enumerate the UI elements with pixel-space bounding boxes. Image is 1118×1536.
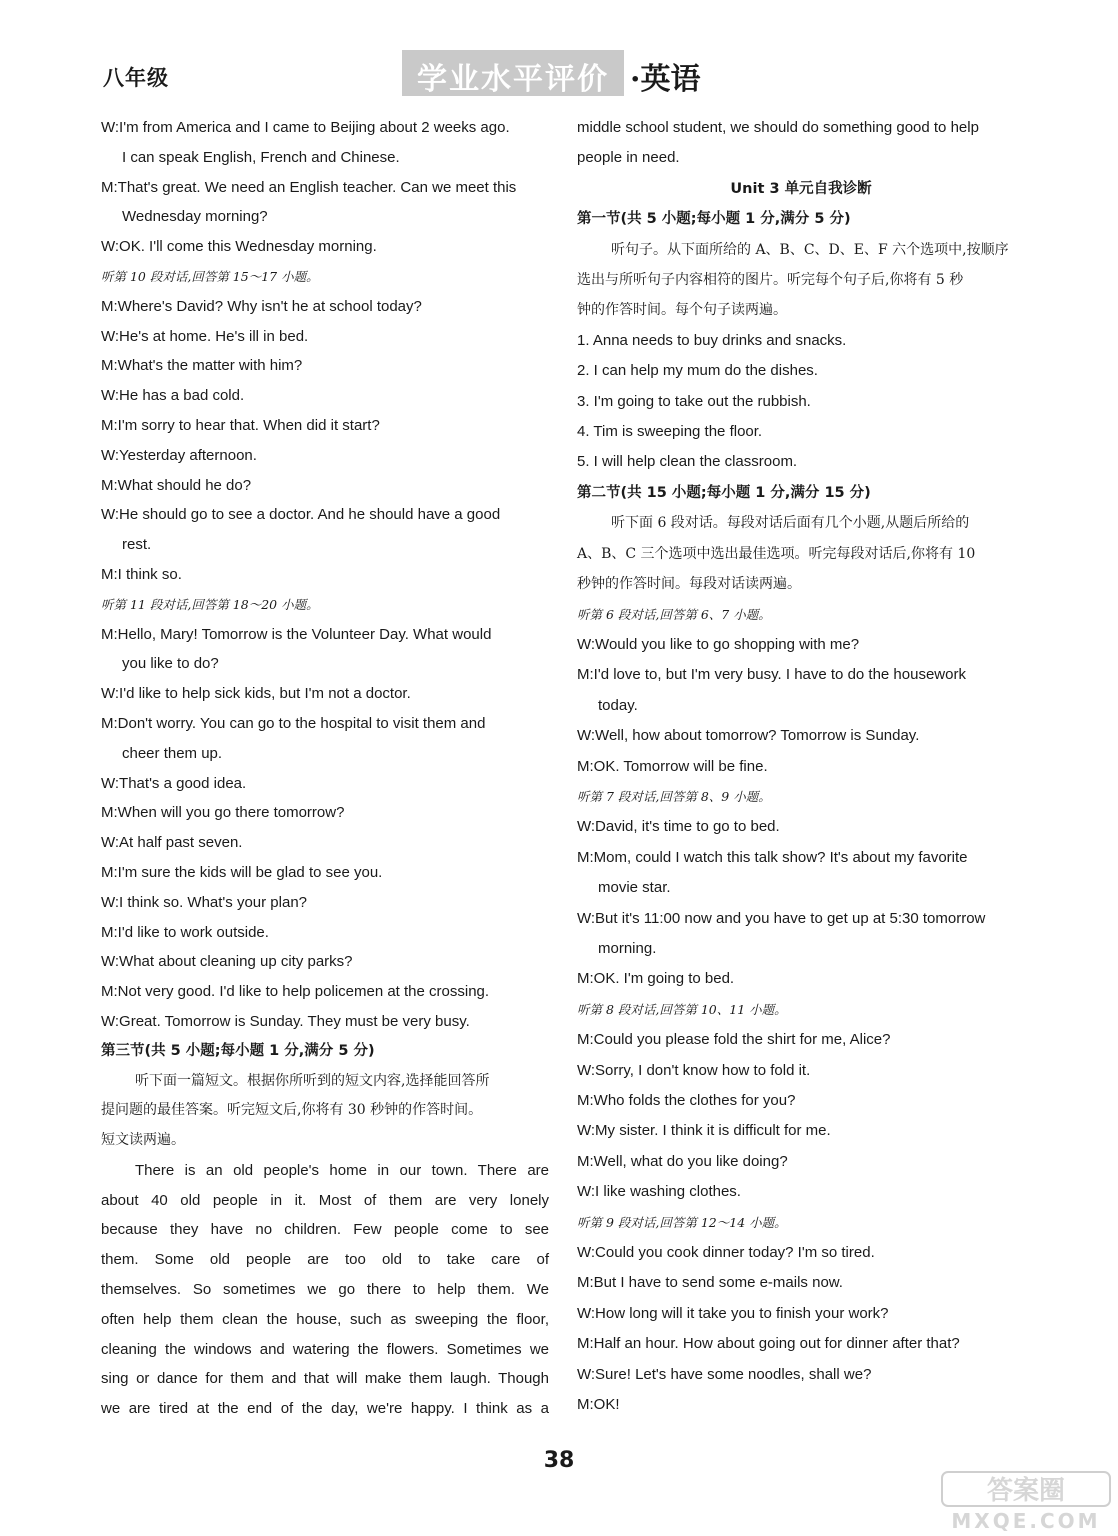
book-title-banner [402,50,624,96]
left-text-line: M:Where's David? Why isn't he at school today? [101,297,422,315]
left-text-line: M:That's great. We need an English teacher. Can we meet this [101,178,517,196]
left-section-heading: 第三节(共 5 小题;每小题 1 分,满分 5 分) [101,1042,375,1059]
left-text-line: rest. [122,536,152,554]
grade-label: 八年级 [103,65,169,90]
left-instruction-line: 听下面一篇短文。根据你所听到的短文内容,选择能回答所 [135,1072,490,1089]
left-passage-line: because they have no children. Few people come to see [101,1221,549,1239]
left-text-line: M:Not very good. I'd like to help policemen at the crossing. [101,983,490,1001]
right-text-line: 3. I'm going to take out the rubbish. [577,392,811,410]
right-text-line: M:I'd love to, but I'm very busy. I have to do the housework [577,666,966,684]
left-text-line: W:At half past seven. [101,834,243,852]
right-text-line: W:David, it's time to go to bed. [577,818,780,836]
left-text-line: M:Hello, Mary! Tomorrow is the Volunteer Day. What would [101,625,492,643]
left-text-line: M:I think so. [101,565,182,583]
right-text-line: M:OK. Tomorrow will be fine. [577,757,768,775]
right-section-heading: 第二节(共 15 小题;每小题 1 分,满分 15 分) [577,484,871,501]
left-text-line: W:I'm from America and I came to Beijing about 2 weeks ago. [101,119,510,136]
left-text-line: M:I'm sorry to hear that. When did it start? [101,416,380,434]
right-instruction-line: 听句子。从下面所给的 A、B、C、D、E、F 六个选项中,按顺序 [611,241,1009,258]
right-text-line: people in need. [577,149,680,167]
right-text-line: middle school student, we should do something good to help [577,119,979,136]
left-passage-line: cleaning the windows and watering the flowers. Sometimes we [101,1340,549,1358]
right-text-line: M:Mom, could I watch this talk show? It's about my favorite [577,848,968,866]
left-column [101,113,549,1424]
left-passage-line: themselves. So sometimes we go there to help them. We [101,1281,549,1299]
left-passage-line: often help them clean the house, such as sweeping the floor, [101,1310,549,1328]
left-dialogue-heading: 听第 10 段对话,回答第 15～17 小题。 [101,268,319,284]
right-text-line: W:Sorry, I don't know how to fold it. [577,1061,811,1079]
left-instruction-line: 提问题的最佳答案。听完短文后,你将有 30 秒钟的作答时间。 [101,1102,483,1119]
page-header [0,0,1118,110]
right-text-line: 4. Tim is sweeping the floor. [577,423,763,441]
svg-text:MXQE.COM: MXQE.COM [951,1509,1101,1532]
left-passage-line: sing or dance for them and that will make them laugh. Though [101,1370,549,1388]
left-text-line: M:What's the matter with him? [101,357,303,375]
right-text-line: W:How long will it take you to finish your work? [577,1304,889,1322]
left-text-line: W:He should go to see a doctor. And he should have a good [101,506,501,524]
right-text-line: W:Could you cook dinner today? I'm so tired. [577,1244,875,1262]
right-instruction-line: 秒钟的作答时间。每段对话读两遍。 [577,576,801,593]
right-text-line: W:Sure! Let's have some noodles, shall we? [577,1365,872,1383]
left-text-line: W:He's at home. He's ill in bed. [101,327,309,345]
right-dialogue-heading: 听第 7 段对话,回答第 8、9 小题。 [577,788,771,804]
left-text-line: W:Great. Tomorrow is Sunday. They must be very busy. [101,1012,470,1030]
book-title: 学业水平评价 [417,62,609,97]
left-text-line: M:Don't worry. You can go to the hospital to visit them and [101,714,486,732]
right-text-line: M:Who folds the clothes for you? [577,1092,796,1109]
left-text-line: cheer them up. [122,744,223,762]
left-text-line: W:That's a good idea. [101,774,247,792]
left-passage-line: them. Some old people are too old to take care of [101,1251,549,1269]
right-unit-title: Unit 3 单元自我诊断 [730,180,872,197]
left-passage-line: about 40 old people in it. Most of them are very lonely [101,1191,549,1209]
right-text-line: W:Would you like to go shopping with me? [577,635,860,653]
left-text-line: W:He has a bad cold. [101,387,245,405]
left-text-line: M:When will you go there tomorrow? [101,804,345,822]
right-instruction-line: A、B、C 三个选项中选出最佳选项。听完每段对话后,你将有 10 [577,545,976,562]
right-text-line: M:OK! [577,1396,620,1414]
svg-text:答案圈: 答案圈 [986,1476,1066,1506]
right-text-line: M:Could you please fold the shirt for me, Alice? [577,1031,891,1049]
right-text-line: movie star. [598,879,671,897]
left-passage-line: There is an old people's home in our town. There are [135,1161,549,1179]
left-instruction-line: 短文读两遍。 [101,1132,185,1149]
left-text-line: W:What about cleaning up city parks? [101,953,353,971]
left-text-line: M:What should he do? [101,476,252,494]
right-text-line: 2. I can help my mum do the dishes. [577,362,818,380]
page-number: 38 [543,1448,575,1473]
left-text-line: W:Yesterday afternoon. [101,446,257,464]
left-text-line: I can speak English, French and Chinese. [122,148,400,166]
left-text-line: W:I think so. What's your plan? [101,893,308,911]
right-text-line: morning. [598,939,657,957]
right-text-line: W:But it's 11:00 now and you have to get up at 5:30 tomorrow [577,909,986,927]
right-text-line: 1. Anna needs to buy drinks and snacks. [577,331,847,349]
right-text-line: M:But I have to send some e-mails now. [577,1274,843,1292]
right-text-line: W:I like washing clothes. [577,1183,741,1201]
right-dialogue-heading: 听第 9 段对话,回答第 12～14 小题。 [577,1214,787,1230]
right-text-line: M:Half an hour. How about going out for dinner after that? [577,1335,960,1353]
right-instruction-line: 听下面 6 段对话。每段对话后面有几个小题,从题后所给的 [611,515,970,532]
left-dialogue-heading: 听第 11 段对话,回答第 18～20 小题。 [101,596,319,612]
left-text-line: you like to do? [122,655,219,673]
right-instruction-line: 选出与所听句子内容相符的图片。听完每个句子后,你将有 5 秒 [577,272,964,289]
left-text-line: W:I'd like to help sick kids, but I'm not a doctor. [101,685,411,703]
right-dialogue-heading: 听第 6 段对话,回答第 6、7 小题。 [577,606,771,622]
watermark-logo [938,1470,1114,1532]
right-dialogue-heading: 听第 8 段对话,回答第 10、11 小题。 [577,1001,787,1017]
right-instruction-line: 钟的作答时间。每个句子读两遍。 [577,302,787,319]
right-column [577,113,1025,1420]
right-text-line: W:My sister. I think it is difficult for me. [577,1122,831,1140]
left-text-line: W:OK. I'll come this Wednesday morning. [101,238,377,256]
right-text-line: 5. I will help clean the classroom. [577,453,798,471]
right-section-heading: 第一节(共 5 小题;每小题 1 分,满分 5 分) [577,211,851,228]
right-text-line: M:OK. I'm going to bed. [577,970,735,988]
right-text-line: M:Well, what do you like doing? [577,1152,788,1170]
subject-label: ·英语 [630,62,701,97]
left-text-line: Wednesday morning? [122,208,268,226]
left-text-line: M:I'm sure the kids will be glad to see you. [101,863,383,881]
right-text-line: W:Well, how about tomorrow? Tomorrow is Sunday. [577,727,920,745]
right-text-line: today. [598,696,638,714]
left-passage-line: we are tired at the end of the day, we're happy. I think as a [101,1400,549,1418]
left-text-line: M:I'd like to work outside. [101,923,269,941]
